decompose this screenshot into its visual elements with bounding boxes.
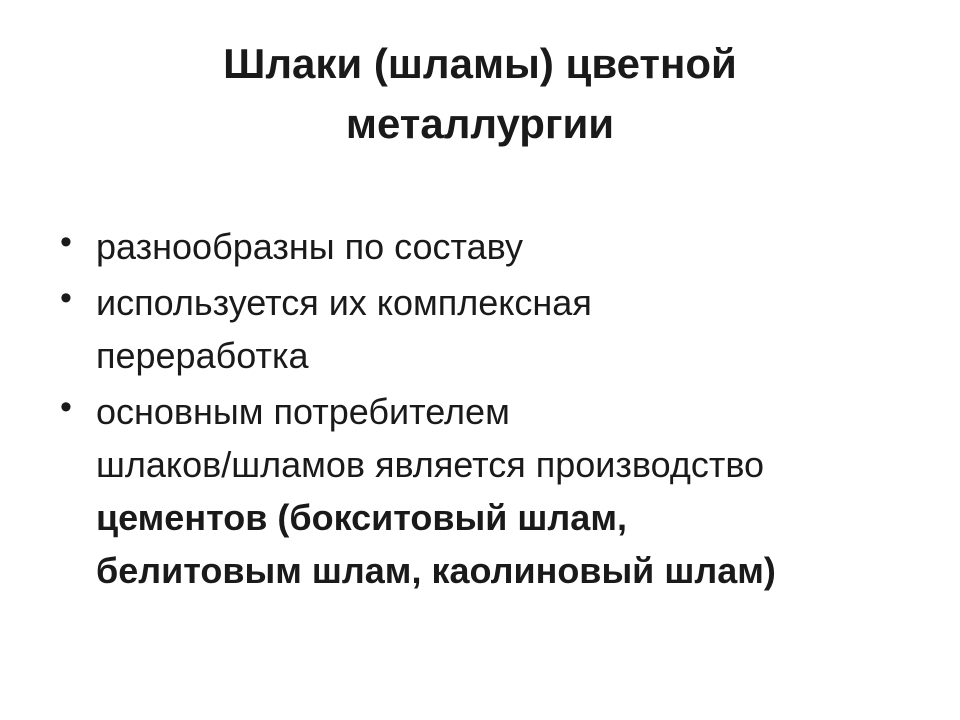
bullet-text (96, 220, 916, 273)
bullet-line: основным потребителем (96, 391, 510, 432)
bullet-line-bold: цементов (бокситовый шлам, (96, 497, 627, 538)
bullet-dot-icon: • (60, 223, 72, 261)
title-line: Шлаки (шламы) цветной (223, 40, 737, 87)
bullet-line: разнообразны по составу (96, 226, 523, 267)
bullet-dot-icon: • (60, 279, 72, 317)
bullet-text (96, 385, 916, 597)
slide-title (80, 34, 880, 154)
bullet-line: используется их комплексная (96, 282, 592, 323)
bullet-list (56, 220, 916, 600)
bullet-dot-icon: • (60, 388, 72, 426)
bullet-line: шлаков/шламов является производство (96, 444, 765, 485)
bullet-item (56, 220, 916, 273)
bullet-text (96, 276, 916, 382)
bullet-line: переработка (96, 335, 309, 376)
title-line: металлургии (345, 100, 615, 147)
bullet-line-bold: белитовым шлам, каолиновый шлам) (96, 550, 776, 591)
bullet-item (56, 385, 916, 597)
bullet-item (56, 276, 916, 382)
